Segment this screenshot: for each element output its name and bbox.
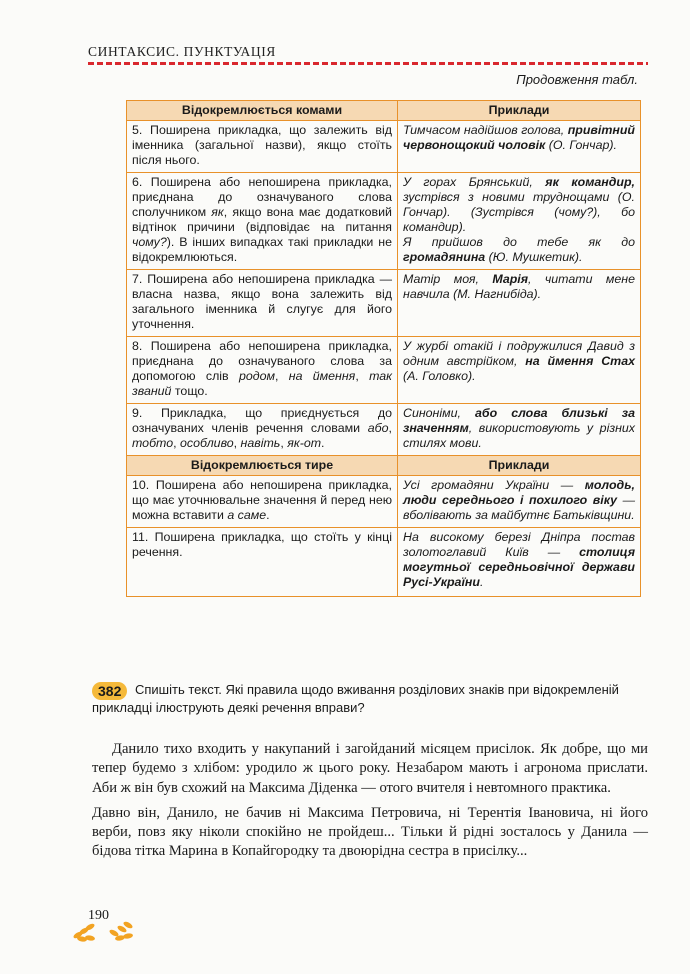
text-fragment: На високому березі Дніпра постав золотоглавий Київ — <box>403 530 635 559</box>
italic-fragment: як <box>211 205 224 219</box>
bold-fragment: Марія <box>492 272 529 286</box>
text-fragment: (Ю. Мушкетик). <box>485 250 583 264</box>
text-fragment: , використовують у різних стилях мови. <box>403 421 635 450</box>
paragraph: Давно він, Данило, не бачив ні Максима Петровича, ні Терентія Івановича, ні його верби, повз яку ніколи спокійно не пройдеш... Тільки й рідні зосталось у Данила — бідова тітка Марина в Копайгородку та двоюрідна сестра в присілку... <box>92 804 648 860</box>
column-header-examples: Приклади <box>398 101 641 121</box>
text-fragment: . <box>479 575 484 589</box>
text-fragment: 11. Поширена прикладка, що стоїть у кінці речення. <box>132 530 392 559</box>
text-fragment: 9. Прикладка, що приєднується до означуваних членів речення словами <box>132 406 392 435</box>
example-cell <box>398 121 641 173</box>
table-row <box>127 337 641 404</box>
italic-fragment: особливо <box>180 436 234 450</box>
example-cell <box>398 173 641 270</box>
italic-fragment: тобто <box>132 436 174 450</box>
text-fragment: Усі громадяни України — <box>403 478 585 492</box>
text-fragment: , <box>280 436 288 450</box>
text-fragment: — вболівають за майбутнє Батьківщини. <box>403 493 635 522</box>
header-divider <box>88 62 648 65</box>
italic-fragment: навіть <box>240 436 281 450</box>
text-fragment: зустрівся з новими труднощами (О. Гончар). (Зустрівся ( <box>403 190 635 219</box>
text-fragment: Я прийшов до тебе як до <box>403 235 635 249</box>
apposition-rules-table <box>126 100 641 597</box>
example-cell <box>398 404 641 456</box>
text-fragment: , <box>233 436 241 450</box>
text-fragment: , <box>388 421 392 435</box>
table-row <box>127 121 641 173</box>
text-fragment: , <box>274 369 289 383</box>
rule-cell <box>127 476 398 528</box>
table-header-row <box>127 456 641 476</box>
text-fragment: 6. Поширена або непоширена прикладка, приєднана до означуваного слова сполучником <box>132 175 392 219</box>
text-fragment: У журбі отакій і подружилися Давид з одним австрійком, <box>403 339 635 368</box>
text-fragment: , <box>355 369 370 383</box>
text-fragment: , читати мене навчила (М. Нагнибіда). <box>403 272 635 301</box>
exercise-task <box>92 682 648 716</box>
italic-fragment: чому? <box>132 235 167 249</box>
text-fragment: 8. Поширена або непоширена прикладка, приєднана до означуваного слова за допомогою слів <box>132 339 392 383</box>
rule-cell <box>127 270 398 337</box>
italic-fragment: як-от <box>287 436 322 450</box>
text-fragment: чому? <box>558 205 594 219</box>
table-row <box>127 476 641 528</box>
bold-fragment: привітний червонощокий чоловік <box>403 123 635 152</box>
rule-cell <box>127 173 398 270</box>
exercise-number-badge: 382 <box>92 682 127 700</box>
rule-cell <box>127 528 398 597</box>
running-header: СИНТАКСИС. ПУНКТУАЦІЯ <box>88 44 276 59</box>
text-fragment: , якщо вона має додатковий відтінок причини (відповідає на питання <box>132 205 392 234</box>
text-fragment: , <box>173 436 181 450</box>
text-fragment: Синоніми, <box>403 406 476 420</box>
table-row <box>127 270 641 337</box>
text-fragment: Матір моя, <box>403 272 493 286</box>
page-number: 190 <box>88 908 109 923</box>
text-fragment: ). В інших випадках такі прикладки не відокремлюються. <box>132 235 392 264</box>
text-fragment: . <box>321 436 325 450</box>
rule-cell <box>127 404 398 456</box>
text-fragment: ), бо командир). <box>403 205 635 234</box>
table-row <box>127 528 641 597</box>
text-fragment: (А. Головко). <box>403 369 476 383</box>
text-fragment: (О. Гончар). <box>545 138 617 152</box>
text-fragment: тощо. <box>171 384 208 398</box>
example-cell <box>398 270 641 337</box>
text-fragment: . <box>266 508 270 522</box>
italic-fragment: на ймення <box>288 369 356 383</box>
table-continued-note: Продовження табл. <box>516 72 638 87</box>
exercise-instruction: Спишіть текст. Які правила щодо вживання розділових знаків при відокремленій прикладці ілюструють деякі речення вправи? <box>92 682 619 715</box>
italic-fragment: так званий <box>132 369 393 398</box>
italic-fragment: родом <box>238 369 275 383</box>
example-cell <box>398 528 641 597</box>
bold-fragment: столиця могутньої середньовічної держави Русі-України <box>403 545 635 589</box>
text-fragment: 7. Поширена або непоширена прикладка — власна назва, якщо вона залежить від загального іменника й слугує для його уточнення. <box>132 272 392 331</box>
text-fragment: 10. Поширена або непоширена прикладка, що має уточнювальне значення й перед нею можна вставити <box>132 478 392 522</box>
text-fragment: Тимчасом надійшов голова, <box>403 123 568 137</box>
bold-fragment: як командир, <box>545 175 635 189</box>
example-cell <box>398 337 641 404</box>
column-header-examples: Приклади <box>398 456 641 476</box>
italic-fragment: або <box>367 421 389 435</box>
table-row <box>127 404 641 456</box>
bold-fragment: на ймення Стах <box>525 354 635 368</box>
text-fragment: 5. Поширена прикладка, що залежить від іменника (загальної назви), якщо стоїть після нього. <box>132 123 392 167</box>
exercise-text <box>92 740 648 868</box>
example-cell <box>398 476 641 528</box>
table-row <box>127 173 641 270</box>
paragraph: Данило тихо входить у накупаний і загойданий місяцем присілок. Як добре, що ми тепер будемо з хлібом: уродило ж цього року. Незабаром мають і агронома прислати. Аби ж він був схожий на Максима Діденка — отого вчителя і невтомного практика. <box>92 741 648 796</box>
bold-fragment: молодь, люди середнього і похилого віку <box>403 478 635 507</box>
text-fragment: У горах Брянський, <box>403 175 546 189</box>
bold-fragment: або слова близькі за значенням <box>403 406 636 435</box>
rule-cell <box>127 337 398 404</box>
italic-fragment: а саме <box>227 508 267 522</box>
table-header-row <box>127 101 641 121</box>
bold-fragment: громадянина <box>403 250 486 264</box>
rule-cell <box>127 121 398 173</box>
column-header-rule: Відокремлюється комами <box>127 101 398 121</box>
column-header-rule: Відокремлюється тире <box>127 456 398 476</box>
